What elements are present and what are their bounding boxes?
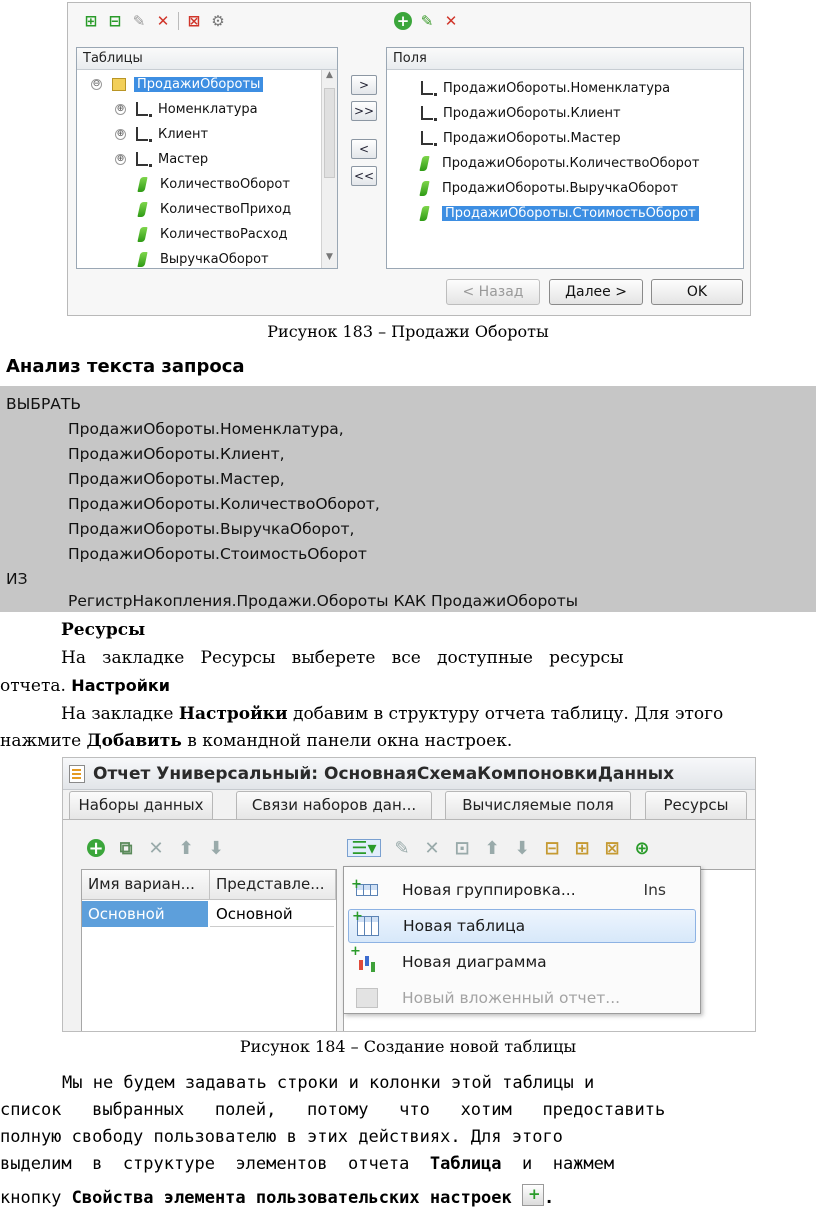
resources-paragraph-line1: На закладке Ресурсы выберете все доступные ресурсы: [61, 648, 624, 668]
new-chart-icon: [356, 952, 378, 972]
field-item[interactable]: [421, 103, 621, 123]
menu-new-chart[interactable]: [348, 945, 696, 979]
add-table-icon[interactable]: ⊞: [84, 12, 98, 30]
settings-bold: Настройки: [178, 704, 288, 724]
resource-icon: [137, 202, 147, 217]
field-item[interactable]: [421, 153, 699, 173]
expand-icon[interactable]: ⊕: [116, 128, 125, 139]
dimension-icon: [421, 106, 433, 120]
tree-item-label: КоличествоРасход: [160, 226, 288, 242]
query-designer-figure: [67, 2, 751, 316]
group-icon[interactable]: ⊟: [544, 837, 560, 859]
delete-field-icon[interactable]: ✕: [444, 12, 458, 30]
fields-toolbar: [394, 9, 460, 33]
next-button[interactable]: Далее >: [549, 279, 643, 305]
add-menu: [343, 866, 701, 1014]
resource-icon: [137, 227, 147, 242]
tree-item[interactable]: [139, 199, 291, 219]
final-text: выделим в структуре элементов отчета: [0, 1154, 430, 1174]
column-presentation[interactable]: Представле...: [210, 870, 336, 900]
structure-down-icon[interactable]: ⬇: [514, 837, 530, 859]
field-item-label: ПродажиОбороты.ВыручкаОборот: [442, 180, 679, 196]
query-field-line: ПродажиОбороты.СтоимостьОборот: [68, 545, 367, 563]
tree-item-label: Мастер: [158, 151, 209, 167]
move-all-button[interactable]: >>: [351, 101, 377, 121]
tree-item[interactable]: [91, 74, 263, 94]
ungroup-icon[interactable]: ⊞: [574, 837, 590, 859]
menu-shortcut: Ins: [643, 881, 666, 899]
tab-dataset-links[interactable]: Связи наборов дан...: [236, 791, 432, 819]
final-text: кнопку: [0, 1188, 72, 1208]
remove-all-button[interactable]: <<: [351, 166, 377, 186]
report-settings-figure: [62, 757, 756, 1032]
tab-datasets[interactable]: Наборы данных: [69, 791, 213, 819]
add-variant-icon[interactable]: +: [88, 837, 104, 859]
table-bold: Таблица: [429, 1154, 502, 1174]
collapse-icon[interactable]: ⊖: [92, 78, 101, 89]
remove-one-button[interactable]: <: [351, 139, 377, 159]
menu-item-label: Новая диаграмма: [402, 953, 547, 971]
dimension-icon: [136, 127, 148, 141]
field-item[interactable]: [421, 203, 699, 223]
variant-name-cell[interactable]: Основной: [82, 901, 208, 927]
final-text: и нажмем: [501, 1154, 615, 1174]
fields-panel: [386, 47, 744, 269]
nested-report-icon: [356, 988, 378, 1008]
query-field-line: ПродажиОбороты.Номенклатура,: [68, 420, 344, 438]
tree-item[interactable]: [139, 249, 269, 269]
tab-calculated-fields[interactable]: Вычисляемые поля: [445, 791, 631, 819]
table-icon: [112, 78, 126, 91]
dimension-icon: [136, 102, 148, 116]
resource-icon: [419, 206, 429, 221]
field-item-label: ПродажиОбороты.КоличествоОборот: [442, 155, 700, 171]
add-field-icon[interactable]: +: [394, 12, 412, 30]
settings-text: добавим в структуру отчета таблицу. Для этого: [287, 704, 724, 724]
delete-structure-icon[interactable]: ✕: [424, 837, 440, 859]
tab-resources[interactable]: Ресурсы: [645, 791, 747, 819]
query-heading: Анализ текста запроса: [6, 356, 245, 377]
user-settings-properties-icon: [522, 1184, 544, 1206]
replace-table-icon[interactable]: ⊠: [187, 12, 201, 30]
edit-field-icon[interactable]: ✎: [420, 12, 434, 30]
settings-text: нажмите: [0, 731, 87, 751]
field-item[interactable]: [421, 128, 621, 148]
query-field-line: ПродажиОбороты.Клиент,: [68, 445, 285, 463]
tables-panel: [76, 47, 338, 269]
field-item-label: ПродажиОбороты.СтоимостьОборот: [442, 206, 699, 221]
menu-new-nested-report: [348, 981, 696, 1015]
dimension-icon: [421, 131, 433, 145]
settings-heading: Настройки: [71, 676, 170, 695]
settings-text: в командной панели окна настроек.: [181, 731, 513, 751]
tree-item-label: Номенклатура: [158, 101, 258, 117]
variants-list: [81, 869, 337, 1032]
tab-divider: [63, 819, 755, 820]
settings-paragraph-line2: [0, 731, 512, 751]
final-paragraph-line3: полную свободу пользователю в этих действиях. Для этого: [0, 1127, 563, 1147]
query-text-block: [0, 386, 816, 612]
add-nested-table-icon[interactable]: ⊟: [108, 12, 122, 30]
variant-presentation-cell[interactable]: Основной: [210, 901, 334, 927]
menu-item-label: Новая группировка...: [402, 881, 576, 899]
copy-variant-icon[interactable]: ⧉: [119, 837, 133, 859]
menu-new-table[interactable]: [348, 909, 696, 943]
delete-variant-icon[interactable]: ✕: [148, 837, 164, 859]
tree-item[interactable]: [115, 99, 258, 119]
resource-icon: [137, 177, 147, 192]
tree-item[interactable]: [115, 149, 208, 169]
field-item-label: ПродажиОбороты.Клиент: [443, 105, 621, 121]
tree-item-label: КоличествоОборот: [160, 176, 290, 192]
tables-header: Таблицы: [77, 48, 337, 70]
back-button[interactable]: < Назад: [446, 279, 540, 305]
ok-button[interactable]: OK: [651, 279, 743, 305]
move-down-icon[interactable]: ⬇: [208, 837, 224, 859]
query-field-line: ПродажиОбороты.Мастер,: [68, 470, 285, 488]
from-keyword: ИЗ: [6, 570, 28, 588]
toolbar-divider: [178, 12, 179, 30]
expand-icon[interactable]: ⊕: [116, 103, 125, 114]
resources-heading: Ресурсы: [61, 620, 146, 640]
column-variant-name[interactable]: Имя вариан...: [82, 870, 210, 900]
final-paragraph-line2: список выбранных полей, потому что хотим предоставить: [0, 1100, 666, 1120]
window-title: Отчет Универсальный: ОсновнаяСхемаКомпоновкиДанных: [93, 763, 675, 784]
field-item-label: ПродажиОбороты.Номенклатура: [443, 80, 671, 96]
settings-text: На закладке: [61, 704, 179, 724]
final-text: .: [544, 1188, 555, 1208]
item-settings-icon[interactable]: ⊕: [634, 837, 650, 859]
resource-icon: [419, 181, 429, 196]
structure-up-icon[interactable]: ⬆: [484, 837, 500, 859]
figure-183-caption: Рисунок 183 – Продажи Обороты: [267, 322, 549, 341]
scroll-up-icon[interactable]: ▲: [326, 70, 333, 80]
edit-structure-icon[interactable]: ✎: [394, 837, 410, 859]
structure-search-icon[interactable]: ⊡: [454, 837, 470, 859]
tree-item-label: КоличествоПриход: [160, 201, 292, 217]
resources-paragraph-end: отчета.: [0, 676, 66, 696]
resource-icon: [137, 252, 147, 267]
final-paragraph-line4: [0, 1154, 614, 1174]
dimension-icon: [421, 81, 433, 95]
query-field-line: ПродажиОбороты.КоличествоОборот,: [68, 495, 380, 513]
field-item[interactable]: [421, 78, 670, 98]
tables-toolbar: [82, 9, 227, 33]
variants-toolbar: [87, 835, 225, 861]
tree-item[interactable]: [139, 224, 288, 244]
query-source: РегистрНакопления.Продажи.Обороты КАК ПродажиОбороты: [68, 592, 579, 610]
delete-icon[interactable]: ✕: [156, 12, 170, 30]
settings-paragraph-line1: [61, 704, 723, 724]
final-paragraph-line5: [0, 1184, 554, 1208]
tree-item-label: ВыручкаОборот: [160, 251, 269, 267]
menu-new-grouping[interactable]: [348, 873, 696, 907]
window-titlebar: [63, 758, 755, 790]
element-properties-bold: Свойства элемента пользовательских настроек: [71, 1188, 512, 1208]
query-field-line: ПродажиОбороты.ВыручкаОборот,: [68, 520, 355, 538]
final-paragraph-line1: Мы не будем задавать строки и колонки этой таблицы и: [62, 1073, 595, 1093]
report-document-icon: [69, 765, 85, 783]
figure-184-caption: Рисунок 184 – Создание новой таблицы: [239, 1037, 577, 1056]
move-up-icon[interactable]: ⬆: [178, 837, 194, 859]
move-icon[interactable]: ⊠: [604, 837, 620, 859]
edit-icon[interactable]: ✎: [132, 12, 146, 30]
field-item[interactable]: [421, 178, 678, 198]
tree-item-label: ПродажиОбороты: [134, 77, 263, 92]
tables-scrollbar[interactable]: [321, 70, 337, 268]
dimension-icon: [136, 152, 148, 166]
move-one-button[interactable]: >: [351, 75, 377, 95]
resource-icon: [419, 156, 429, 171]
tree-item[interactable]: [139, 174, 290, 194]
scroll-thumb[interactable]: [324, 88, 335, 178]
fields-header: Поля: [387, 48, 743, 70]
menu-item-label: Новая таблица: [403, 917, 526, 935]
add-bold: Добавить: [86, 731, 182, 751]
add-structure-icon[interactable]: ☰▾: [347, 839, 381, 857]
menu-item-label: Новый вложенный отчет...: [402, 989, 621, 1007]
new-table-icon: [357, 916, 379, 936]
tree-item-label: Клиент: [158, 126, 209, 142]
tree-item[interactable]: [115, 124, 208, 144]
select-keyword: ВЫБРАТЬ: [6, 395, 81, 413]
scroll-down-icon[interactable]: ▼: [326, 252, 333, 262]
resources-paragraph-line2: [0, 676, 170, 696]
expand-icon[interactable]: ⊕: [116, 153, 125, 164]
structure-toolbar: [347, 835, 651, 861]
new-grouping-icon: [356, 884, 378, 896]
settings-icon[interactable]: ⚙: [211, 12, 225, 30]
field-item-label: ПродажиОбороты.Мастер: [443, 130, 621, 146]
